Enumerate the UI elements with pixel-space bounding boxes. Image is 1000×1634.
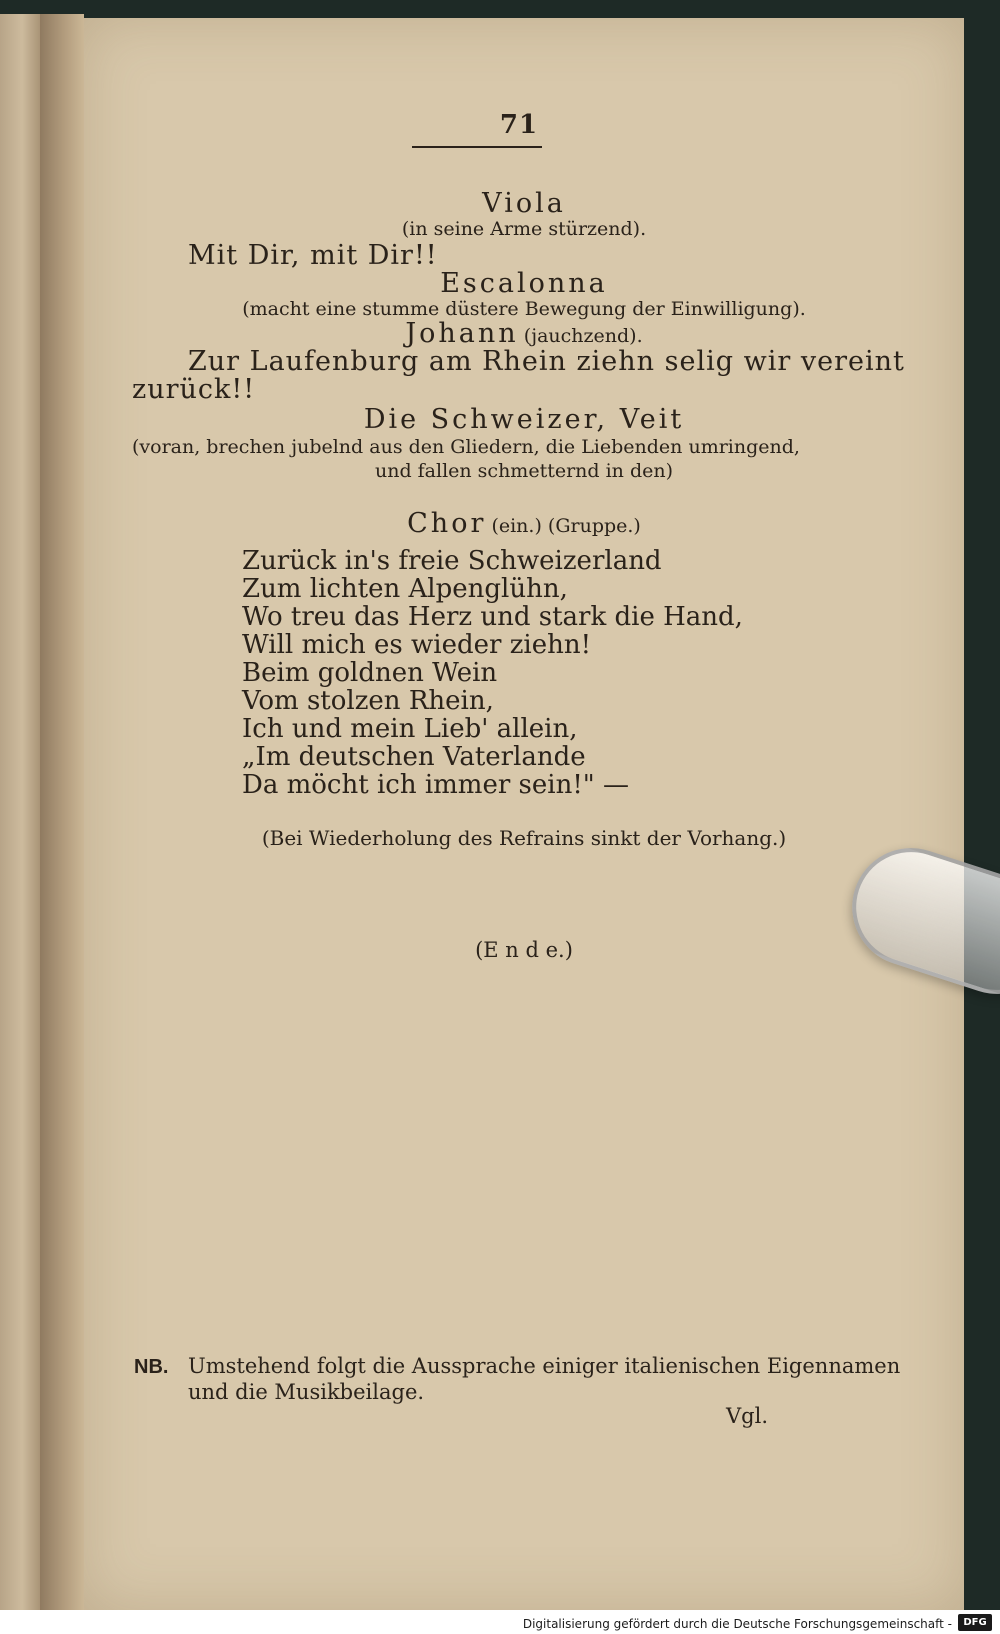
book-left-edge — [0, 14, 40, 1610]
dfg-logo: DFG — [958, 1614, 992, 1631]
verse-line: Will mich es wieder ziehn! — [242, 630, 592, 660]
line-viola: Mit Dir, mit Dir!! — [188, 240, 438, 271]
verse-line: Zurück in's freie Schweizerland — [242, 546, 662, 576]
note-signature: Vgl. — [726, 1404, 768, 1428]
book-page — [84, 18, 964, 1610]
johann-heading — [124, 318, 924, 349]
line-johann-2: zurück!! — [132, 374, 256, 405]
note-line-1: Umstehend folgt die Aussprache einiger italienischen Eigennamen — [188, 1354, 901, 1378]
direction-johann: (jauchzend). — [523, 325, 643, 347]
verse-line: Ich und mein Lieb' allein, — [242, 714, 578, 744]
page-number: 71 — [499, 110, 539, 140]
verse-line: Zum lichten Alpenglühn, — [242, 574, 568, 604]
verse-line: Wo treu das Herz und stark die Hand, — [242, 602, 743, 632]
book-gutter — [40, 14, 84, 1610]
speaker-viola: Viola — [482, 188, 566, 219]
verse-line: Da möcht ich immer sein!" — — [242, 770, 629, 800]
chor-heading — [124, 508, 924, 539]
page-number-rule — [412, 146, 542, 148]
direction-escalonna: (macht eine stumme düstere Bewegung der Einwilligung). — [242, 298, 806, 320]
line-johann-1: Zur Laufenburg am Rhein ziehn selig wir vereint — [188, 346, 905, 377]
stage-direction-curtain: (Bei Wiederholung des Refrains sinkt der Vorhang.) — [261, 826, 787, 850]
credit-bar — [0, 1610, 1000, 1634]
speaker-chor: Chor — [407, 508, 487, 539]
direction-chor: (ein.) (Gruppe.) — [491, 515, 641, 537]
ende: (E n d e.) — [475, 938, 573, 962]
direction-schweizer-1: (voran, brechen jubelnd aus den Gliedern, die Liebenden umringend, — [132, 436, 800, 458]
dfg-credit: Digitalisierung gefördert durch die Deutsche Forschungsgemeinschaft - — [522, 1617, 952, 1631]
direction-viola: (in seine Arme stürzend). — [401, 218, 647, 240]
direction-schweizer-2: und fallen schmetternd in den) — [374, 460, 674, 482]
speaker-schweizer: Die Schweizer, Veit — [363, 404, 685, 435]
verse-line: Vom stolzen Rhein, — [242, 686, 494, 716]
note-label: NB. — [134, 1356, 169, 1378]
verse-line: Beim goldnen Wein — [242, 658, 498, 688]
speaker-johann: Johann — [405, 318, 519, 349]
speaker-escalonna: Escalonna — [440, 268, 608, 299]
verse-line: „Im deutschen Vaterlande — [242, 742, 586, 772]
note-line-2: und die Musikbeilage. — [188, 1380, 425, 1404]
